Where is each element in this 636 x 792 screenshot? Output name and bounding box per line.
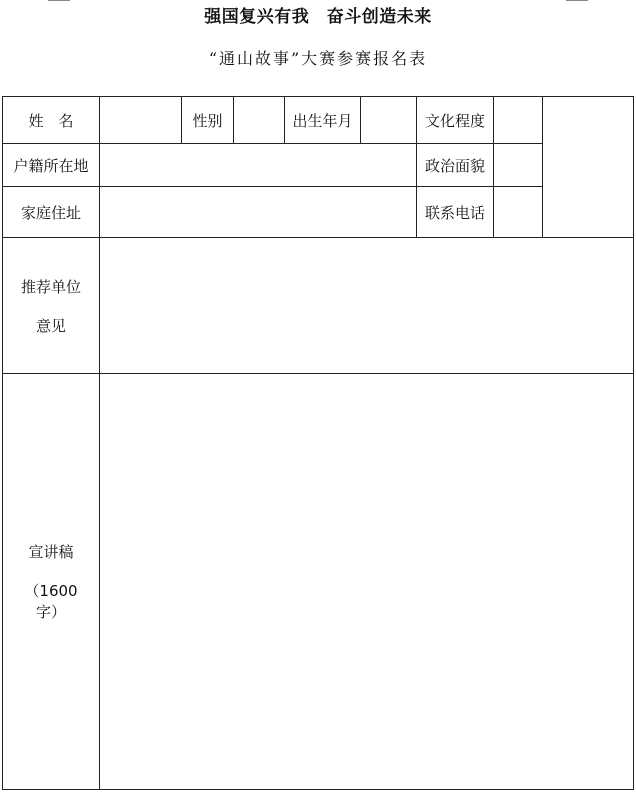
speech-label-cell — [2, 373, 100, 790]
political-label: 政治面貌 — [424, 156, 485, 175]
page-title: 强国复兴有我 奋斗创造未来 — [204, 7, 432, 27]
name-input-cell[interactable] — [99, 96, 182, 144]
address-label-cell — [2, 186, 100, 238]
top-margin-mark-left — [48, 0, 70, 1]
form-subtitle: “通山故事”大赛参赛报名表 — [208, 49, 428, 68]
gender-label: 性别 — [192, 111, 223, 130]
gender-input-cell[interactable] — [233, 96, 285, 144]
name-label-cell — [2, 96, 100, 144]
hukou-label-cell — [2, 143, 100, 187]
speech-label-line3: 字） — [35, 603, 66, 621]
gender-label-cell — [181, 96, 234, 144]
birth-input-cell[interactable] — [360, 96, 417, 144]
address-label: 家庭住址 — [20, 203, 81, 222]
education-label: 文化程度 — [424, 111, 485, 130]
phone-input-cell[interactable] — [493, 186, 543, 238]
address-input-cell[interactable] — [99, 186, 417, 238]
speech-label-line2: （1600 — [24, 582, 78, 600]
recommend-input-cell[interactable] — [99, 237, 634, 374]
top-margin-mark-right — [566, 0, 588, 1]
speech-input-cell[interactable] — [99, 373, 634, 790]
political-input-cell[interactable] — [493, 143, 543, 187]
recommend-label-cell — [2, 237, 100, 374]
recommend-label-line1: 推荐单位 — [20, 277, 81, 296]
education-label-cell — [416, 96, 494, 144]
phone-label: 联系电话 — [424, 203, 485, 222]
education-input-cell[interactable] — [493, 96, 543, 144]
birth-label-cell — [284, 96, 361, 144]
recommend-label-line2: 意见 — [35, 316, 66, 335]
speech-label-line1: 宣讲稿 — [28, 543, 74, 561]
hukou-input-cell[interactable] — [99, 143, 417, 187]
name-label: 姓 名 — [28, 111, 74, 130]
political-label-cell — [416, 143, 494, 187]
photo-cell[interactable] — [542, 96, 634, 238]
hukou-label: 户籍所在地 — [13, 156, 89, 175]
phone-label-cell — [416, 186, 494, 238]
birth-label: 出生年月 — [292, 111, 353, 130]
